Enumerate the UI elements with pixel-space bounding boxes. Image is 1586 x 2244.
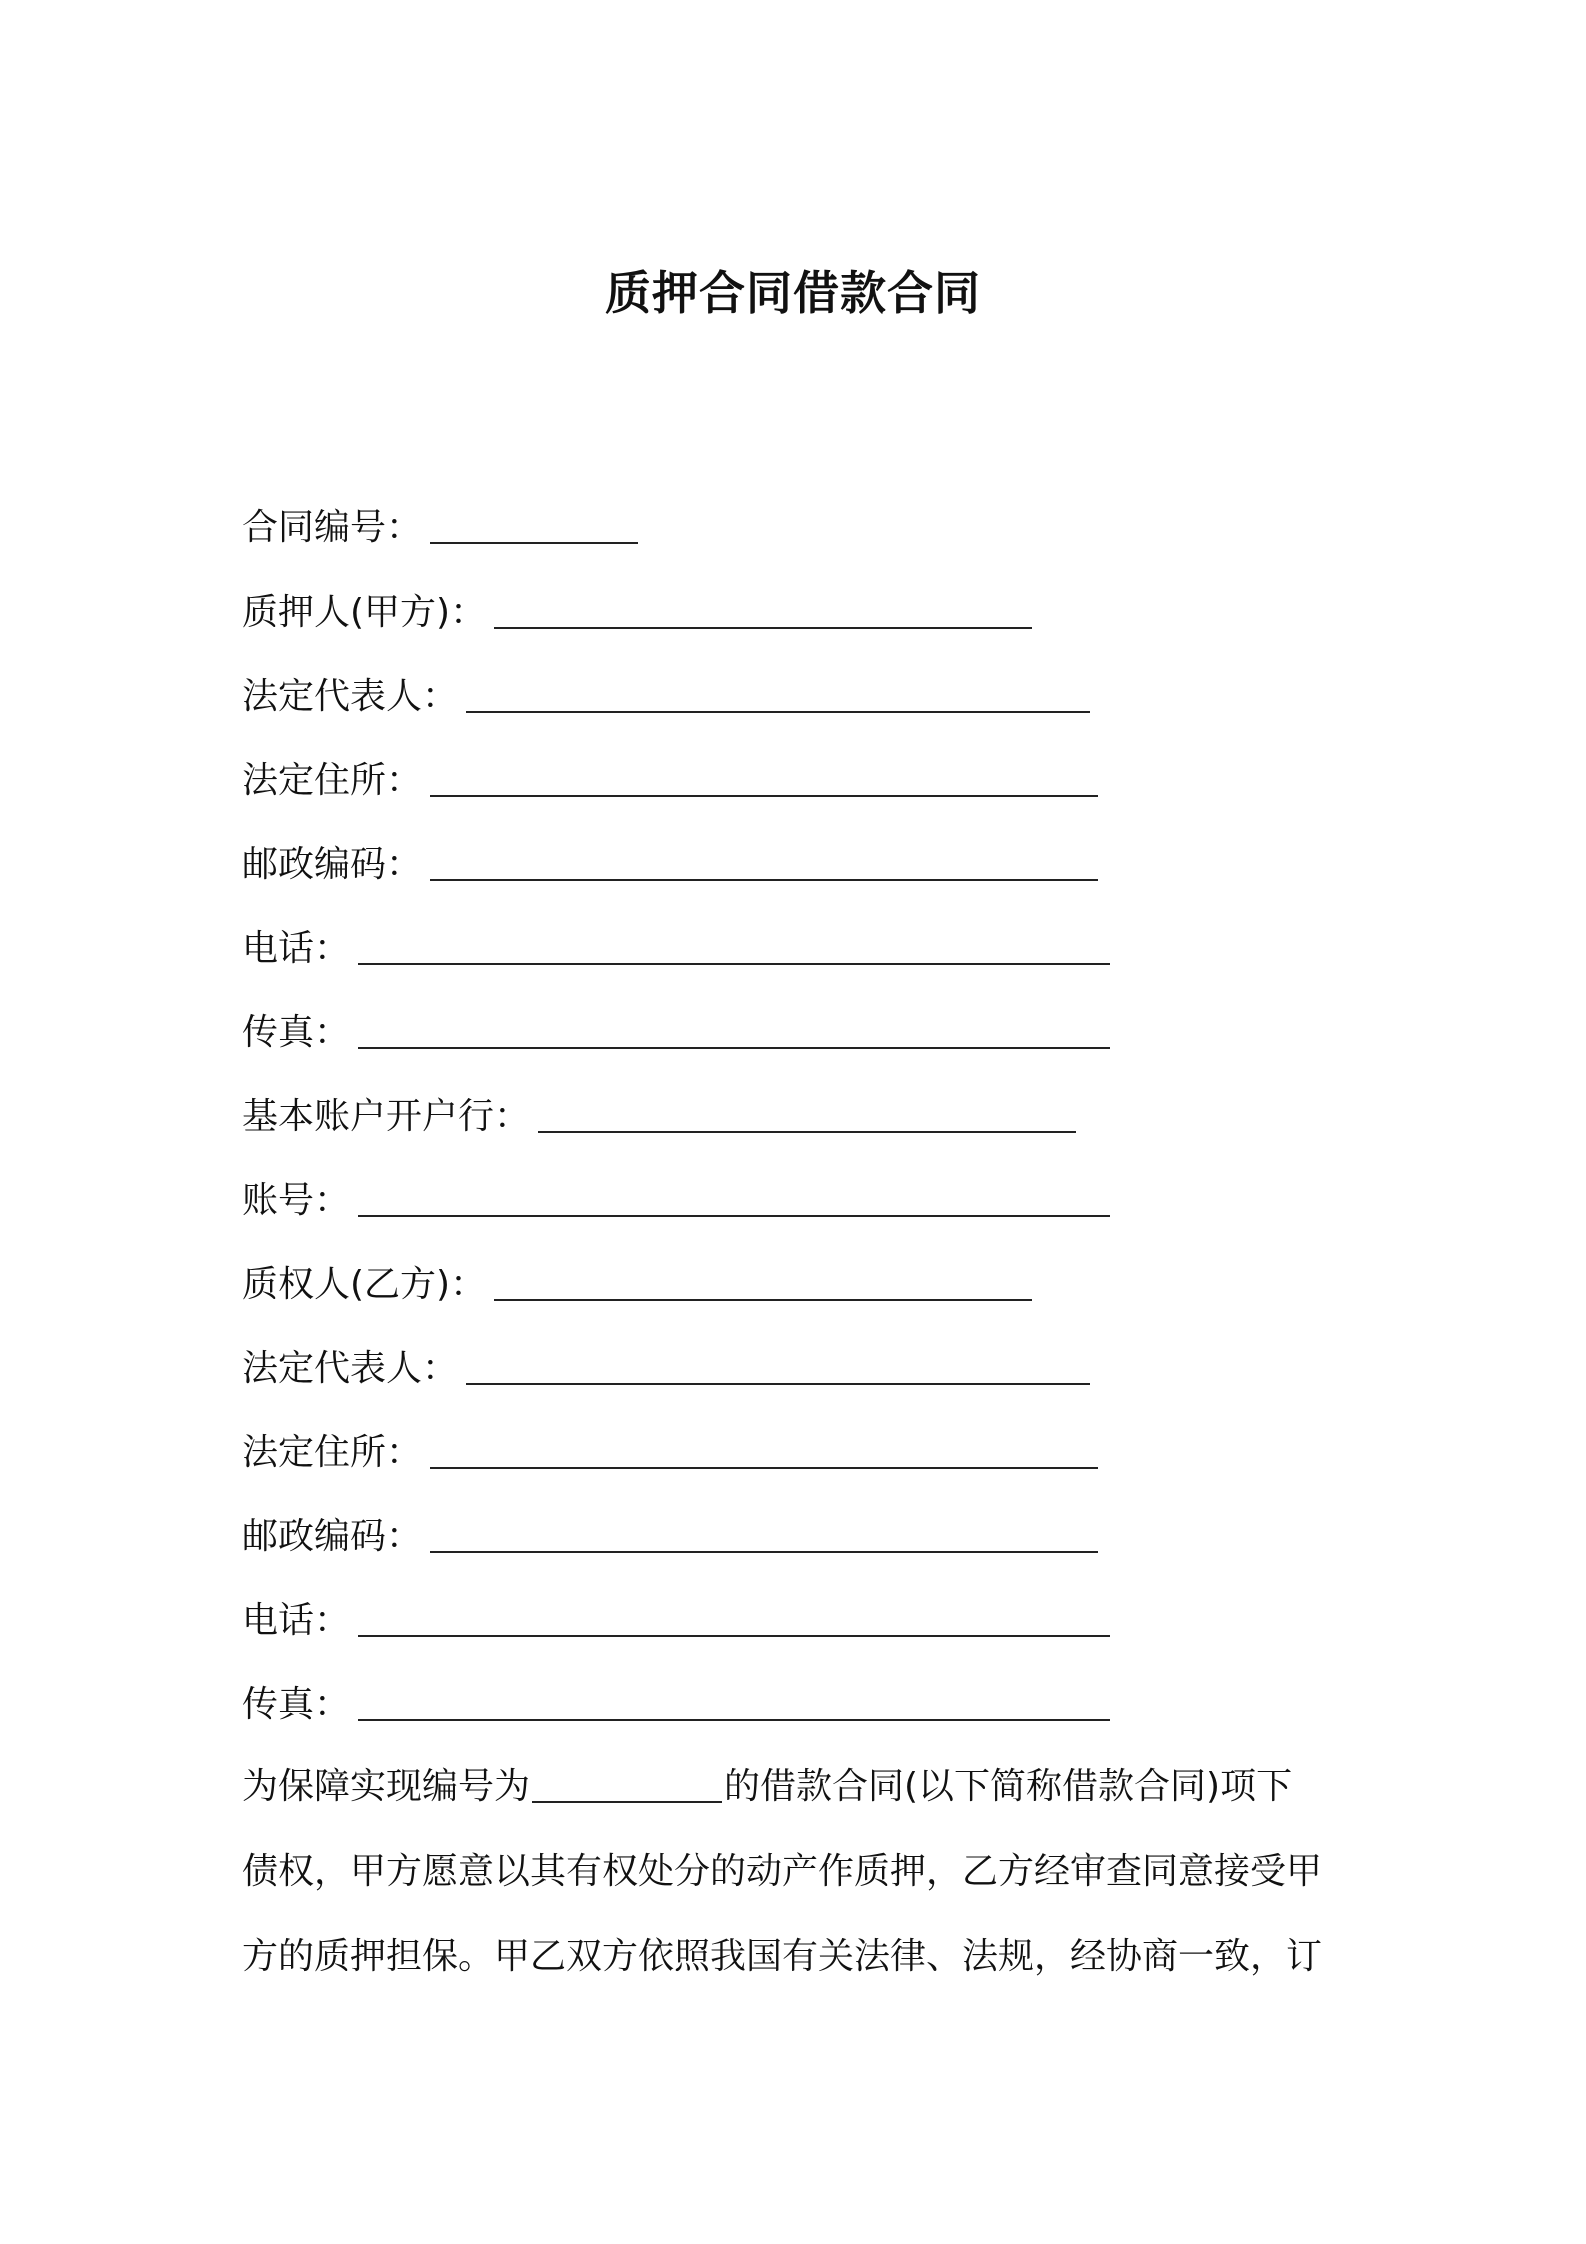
pledgor-blank: [494, 585, 1032, 629]
contract-number-blank: [430, 500, 638, 544]
intro-paragraph-line-2: 债权，甲方愿意以其有权处分的动产作质押，乙方经审查同意接受甲: [242, 1851, 1323, 1892]
pledgee-postal-code-field: [242, 1509, 1098, 1565]
contract-number-label: 合同编号：: [242, 507, 423, 548]
pledgee-legal-rep-label: 法定代表人：: [242, 1348, 459, 1389]
pledgor-fax-blank: [358, 1005, 1110, 1049]
pledgor-account-label: 账号：: [242, 1180, 351, 1221]
pledgor-postal-code-blank: [430, 837, 1098, 881]
pledgee-legal-rep-field: [242, 1341, 1090, 1397]
pledgor-account-blank: [358, 1173, 1110, 1217]
pledgee-blank: [494, 1257, 1032, 1301]
pledgor-bank-field: [242, 1089, 1076, 1145]
pledgee-field: [242, 1257, 1032, 1313]
intro-line-1-after: 的借款合同(以下简称借款合同)项下: [724, 1766, 1293, 1807]
pledgor-phone-field: [242, 921, 1110, 977]
pledgor-address-label: 法定住所：: [242, 760, 423, 801]
intro-paragraph-line-3: 方的质押担保。甲乙双方依照我国有关法律、法规，经协商一致，订: [242, 1936, 1323, 1977]
pledgee-legal-rep-blank: [466, 1341, 1090, 1385]
pledgor-legal-rep-blank: [466, 669, 1090, 713]
pledgee-postal-code-blank: [430, 1509, 1098, 1553]
loan-contract-number-blank: [532, 1759, 722, 1803]
contract-number-field: [242, 500, 638, 556]
pledgor-account-field: [242, 1173, 1110, 1229]
pledgee-fax-label: 传真：: [242, 1684, 351, 1725]
pledgor-phone-label: 电话：: [242, 928, 351, 969]
pledgor-fax-field: [242, 1005, 1110, 1061]
pledgor-postal-code-label: 邮政编码：: [242, 844, 423, 885]
pledgee-address-field: [242, 1425, 1098, 1481]
pledgee-phone-label: 电话：: [242, 1600, 351, 1641]
pledgor-label: 质押人(甲方)：: [242, 592, 487, 633]
pledgee-phone-blank: [358, 1593, 1110, 1637]
pledgor-field: [242, 585, 1032, 641]
pledgor-postal-code-field: [242, 837, 1098, 893]
pledgor-legal-rep-field: [242, 669, 1090, 725]
pledgee-postal-code-label: 邮政编码：: [242, 1516, 423, 1557]
intro-line-1-before: 为保障实现编号为: [242, 1766, 531, 1807]
pledgee-fax-field: [242, 1677, 1110, 1733]
pledgor-bank-blank: [538, 1089, 1076, 1133]
pledgor-address-blank: [430, 753, 1098, 797]
pledgee-address-label: 法定住所：: [242, 1432, 423, 1473]
pledgor-fax-label: 传真：: [242, 1012, 351, 1053]
pledgee-address-blank: [430, 1425, 1098, 1469]
pledgor-address-field: [242, 753, 1098, 809]
pledgee-fax-blank: [358, 1677, 1110, 1721]
pledgor-phone-blank: [358, 921, 1110, 965]
pledgee-phone-field: [242, 1593, 1110, 1649]
document-title: 质押合同借款合同: [605, 266, 981, 320]
pledgor-legal-rep-label: 法定代表人：: [242, 676, 459, 717]
intro-paragraph-line-1: [242, 1759, 1362, 1815]
pledgor-bank-label: 基本账户开户行：: [242, 1096, 531, 1137]
pledgee-label: 质权人(乙方)：: [242, 1264, 487, 1305]
